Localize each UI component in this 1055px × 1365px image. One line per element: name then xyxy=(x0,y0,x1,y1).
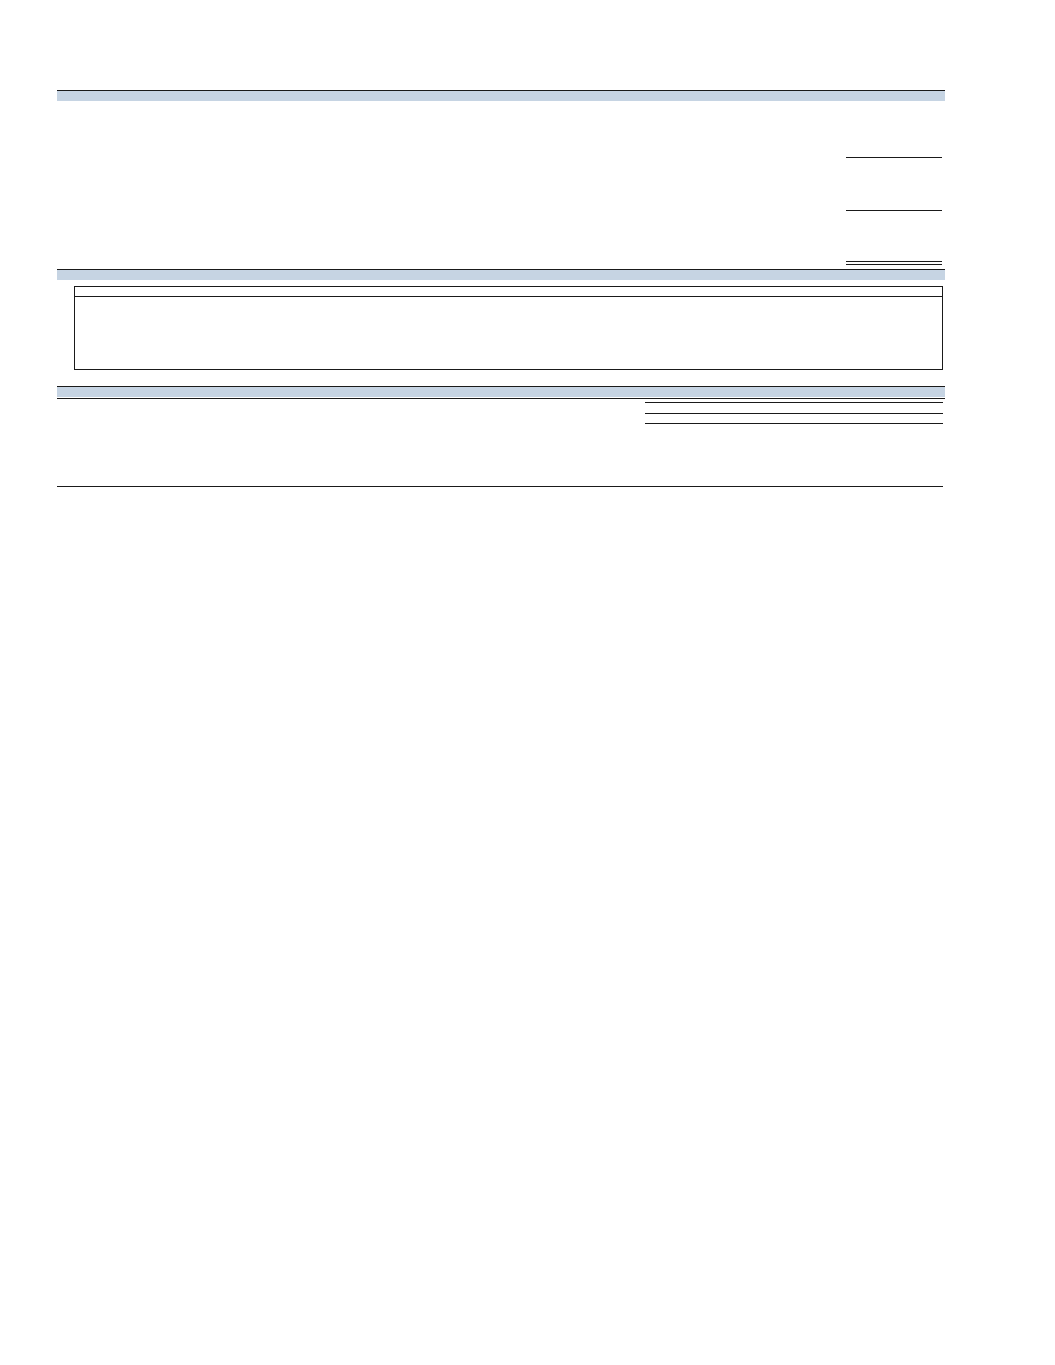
available-funds-line xyxy=(57,486,943,487)
deposits-header-band xyxy=(57,90,945,101)
interest-header-line xyxy=(74,296,943,297)
interest-header-band xyxy=(57,269,945,280)
waterfall-header-bottom-line xyxy=(645,423,943,424)
interest-sum-line xyxy=(846,210,942,211)
interest-table-box xyxy=(74,286,943,370)
deposited-double-line xyxy=(846,261,942,265)
principal-sum-line xyxy=(846,157,942,158)
waterfall-top-line xyxy=(57,398,945,399)
waterfall-header-line xyxy=(645,413,943,414)
pursuant-line xyxy=(645,402,943,403)
waterfall-header-band xyxy=(57,386,945,397)
